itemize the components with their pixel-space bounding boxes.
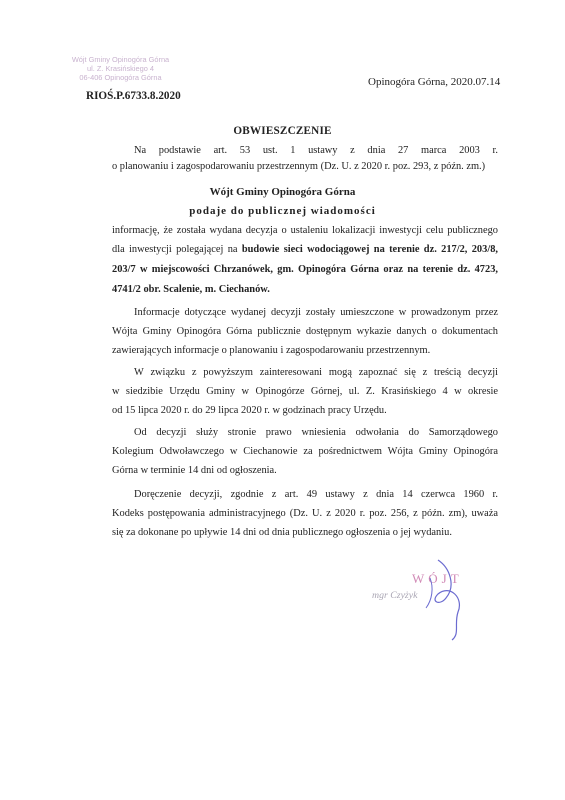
p1-line-2	[112, 243, 498, 257]
signature-stamp-title: WÓJT	[412, 571, 463, 586]
official-stamp	[58, 55, 183, 82]
p1-line-3: 203/7 w miejscowości Chrzanówek, gm. Opinogóra Górna oraz na terenie dz. 4723,	[112, 264, 498, 275]
p1-line-4: 4741/2 obr. Scalenie, m. Ciechanów.	[112, 284, 270, 295]
p2-line-3: zawierających informacje o planowaniu i zagospodarowaniu przestrzennym.	[112, 345, 431, 356]
heading-announcement: podaje do publicznej wiadomości	[189, 205, 376, 217]
intro-line-2: o planowaniu i zagospodarowaniu przestrzennym (Dz. U. z 2020 r. poz. 293, z późn. zm.)	[112, 161, 486, 172]
heading-authority: Wójt Gminy Opinogóra Górna	[209, 186, 356, 198]
signature-name: mgr Czyżyk	[372, 590, 418, 601]
stamp-line-1: Wójt Gminy Opinogóra Górna	[71, 55, 170, 64]
p4-line-1: Od decyzji służy stronie prawo wniesienia odwołania do Samorządowego	[134, 427, 498, 438]
p4-line-3: Górna w terminie 14 dni od ogłoszenia.	[112, 465, 277, 476]
p1-line-1: informację, że została wydana decyzja o ustaleniu lokalizacji inwestycji celu publicznego	[112, 225, 498, 236]
p5-line-3: się za dokonane po upływie 14 dni od dnia publicznego ogłoszenia o jej wydaniu.	[112, 527, 452, 538]
p2-line-2: Wójta Gminy Opinogóra Górna publicznie dostępnym wykazie danych o dokumentach	[112, 326, 498, 337]
reference-number: RIOŚ.P.6733.8.2020	[86, 90, 181, 102]
document-title: OBWIESZCZENIE	[233, 125, 332, 137]
p5-line-1: Doręczenie decyzji, zgodnie z art. 49 ustawy z dnia 14 czerwca 1960 r.	[134, 489, 498, 500]
intro-line-1: Na podstawie art. 53 ust. 1 ustawy z dnia 27 marca 2003 r.	[134, 145, 498, 156]
p2-line-1: Informacje dotyczące wydanej decyzji zostały umieszczone w prowadzonym przez	[134, 307, 498, 318]
stamp-line-3: 06-406 Opinogóra Górna	[79, 73, 162, 82]
p3-line-3: od 15 lipca 2020 r. do 29 lipca 2020 r. w godzinach pracy Urzędu.	[112, 405, 387, 416]
p5-line-2: Kodeks postępowania administracyjnego (Dz. U. z 2020 r. poz. 256, z późn. zm), uważa	[112, 508, 498, 519]
place-and-date: Opinogóra Górna, 2020.07.14	[368, 76, 501, 88]
p1-line-2-normal: dla inwestycji polegającej na	[112, 244, 238, 255]
p4-line-2: Kolegium Odwoławczego w Ciechanowie za pośrednictwem Wójta Gminy Opinogóra	[112, 446, 498, 457]
stamp-line-2: ul. Z. Krasińskiego 4	[87, 64, 154, 73]
p3-line-2: w siedzibie Urzędu Gminy w Opinogórze Górnej, ul. Z. Krasińskiego 4 w okresie	[112, 386, 498, 397]
p3-line-1: W związku z powyższym zainteresowani mogą zapoznać się z treścią decyzji	[134, 367, 498, 378]
p1-line-2-bold: budowie sieci wodociągowej na terenie dz. 217/2, 203/8,	[241, 244, 498, 255]
